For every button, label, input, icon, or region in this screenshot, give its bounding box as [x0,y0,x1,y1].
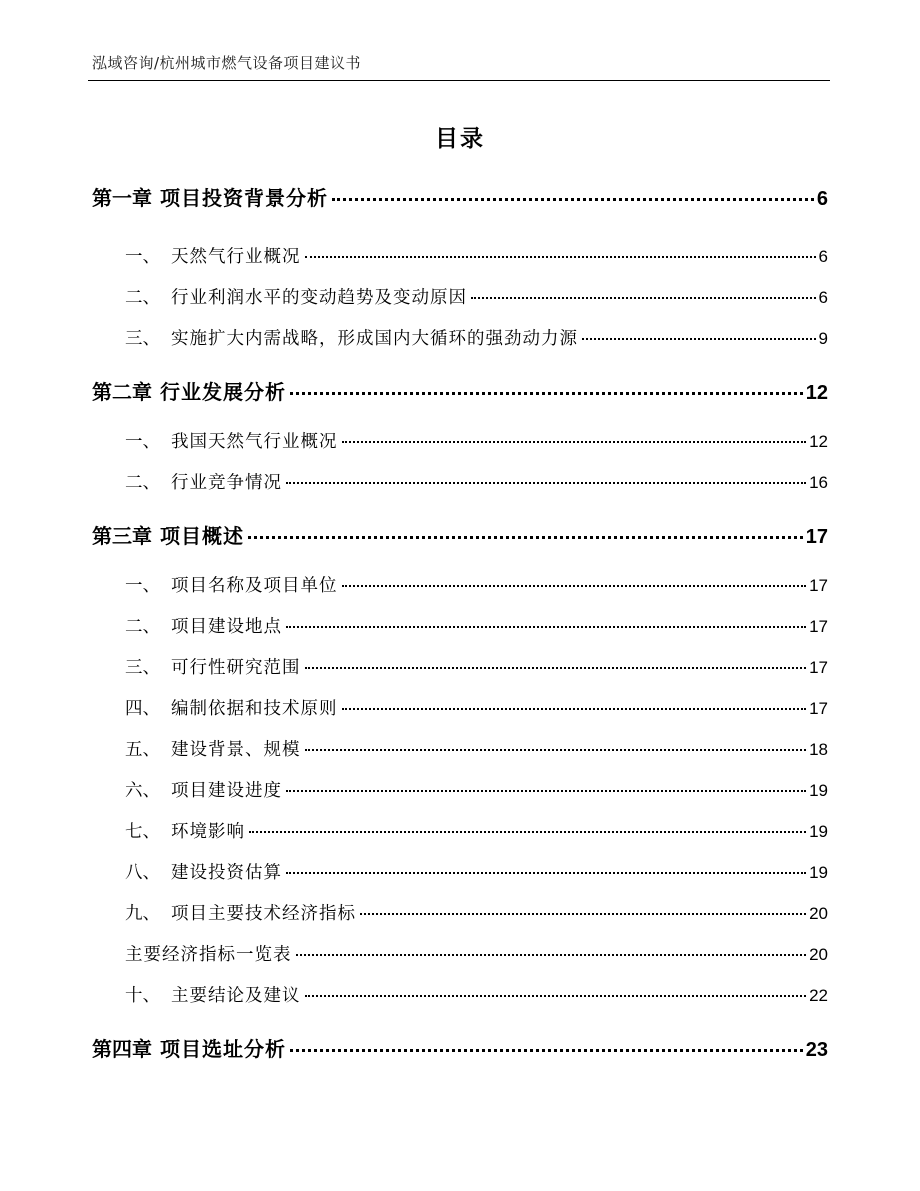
toc-page-number: 20 [809,945,828,964]
toc-dot-leader [471,297,816,299]
toc-section-entry[interactable] [125,941,828,966]
toc-entry-number: 二、 [125,617,160,637]
toc-entry-label: 行业竞争情况 [171,473,282,493]
toc-section-entry[interactable] [125,818,828,843]
toc-page-number: 22 [809,986,828,1005]
toc-page-number: 12 [805,382,828,404]
toc-page-number: 19 [809,781,828,800]
toc-section-entry[interactable] [125,736,828,761]
toc-dot-leader [305,667,807,669]
toc-entry-number: 四、 [125,699,160,719]
toc-entry-label: 建设投资估算 [171,863,282,883]
toc-entry-label: 天然气行业概况 [171,247,301,267]
toc-dot-leader [332,198,814,201]
header-rule [88,80,830,81]
toc-dot-leader [342,441,807,443]
toc-entry-label: 主要结论及建议 [171,986,301,1006]
toc-entry-number: 第四章 [92,1037,152,1061]
toc-section-entry[interactable] [125,325,828,350]
toc-entry-number: 一、 [125,432,160,452]
toc-entry-label: 项目建设地点 [171,617,282,637]
toc-page-number: 6 [816,188,828,210]
toc-page-number: 6 [818,247,828,266]
toc-entry-label: 项目投资背景分析 [160,186,328,210]
toc-entry-number: 十、 [125,986,160,1006]
toc-section-entry[interactable] [125,613,828,638]
toc-entry-number: 三、 [125,658,160,678]
toc-dot-leader [582,338,816,340]
toc-page-number: 17 [809,699,828,718]
toc-entry-label: 项目建设进度 [171,781,282,801]
toc-section-entry[interactable] [125,859,828,884]
toc-entry-number: 一、 [125,576,160,596]
toc-section-entry[interactable] [125,777,828,802]
toc-page-number: 17 [809,658,828,677]
toc-page-number: 20 [809,904,828,923]
toc-entry-label: 项目主要技术经济指标 [171,904,356,924]
toc-entry-label: 编制依据和技术原则 [171,699,338,719]
toc-title: 目录 [435,126,485,152]
toc-dot-leader [248,536,803,539]
toc-page-number: 19 [809,863,828,882]
toc-page-number: 18 [809,740,828,759]
toc-section-entry[interactable] [125,284,828,309]
toc-dot-leader [290,392,803,395]
toc-entry-number: 第一章 [92,186,152,210]
toc-dot-leader [305,256,816,258]
toc-section-entry[interactable] [125,654,828,679]
toc-page-number: 19 [809,822,828,841]
toc-entry-number: 一、 [125,247,160,267]
toc-entry-label: 主要经济指标一览表 [125,945,292,965]
toc-page-number: 17 [809,617,828,636]
toc-page-number: 16 [809,473,828,492]
toc-dot-leader [286,626,806,628]
toc-page-number: 6 [818,288,828,307]
toc-dot-leader [342,585,807,587]
toc-chapter-entry[interactable] [92,376,828,405]
toc-page-number: 23 [805,1039,828,1061]
toc-entry-label: 项目名称及项目单位 [171,576,338,596]
toc-entry-label: 可行性研究范围 [171,658,301,678]
toc-entry-number: 第二章 [92,380,152,404]
toc-entry-number: 第三章 [92,524,152,548]
toc-dot-leader [305,749,807,751]
toc-entry-number: 二、 [125,473,160,493]
toc-dot-leader [305,995,807,997]
toc-dot-leader [296,954,807,956]
toc-entry-label: 实施扩大内需战略，形成国内大循环的强劲动力源 [171,329,578,349]
toc-entry-label: 环境影响 [171,822,245,842]
toc-page-number: 17 [809,576,828,595]
toc-entry-label: 项目概述 [160,524,244,548]
toc-entry-label: 建设背景、规模 [171,740,301,760]
toc-dot-leader [286,790,806,792]
toc-section-entry[interactable] [125,428,828,453]
toc-dot-leader [286,872,806,874]
toc-dot-leader [290,1049,803,1052]
toc-chapter-entry[interactable] [92,520,828,549]
toc-entry-number: 八、 [125,863,160,883]
toc-section-entry[interactable] [125,695,828,720]
toc-entry-number: 九、 [125,904,160,924]
toc-entry-number: 三、 [125,329,160,349]
toc-entry-number: 二、 [125,288,160,308]
toc-chapter-entry[interactable] [92,1033,828,1062]
toc-dot-leader [342,708,807,710]
toc-section-entry[interactable] [125,900,828,925]
toc-page-number: 12 [809,432,828,451]
running-header: 泓域咨询/杭州城市燃气设备项目建议书 [92,54,362,72]
toc-entry-label: 行业发展分析 [160,380,286,404]
toc-section-entry[interactable] [125,982,828,1007]
toc-entry-label: 项目选址分析 [160,1037,286,1061]
toc-entry-number: 五、 [125,740,160,760]
toc-entry-number: 六、 [125,781,160,801]
toc-entry-number: 七、 [125,822,160,842]
toc-dot-leader [360,913,806,915]
toc-section-entry[interactable] [125,243,828,268]
toc-section-entry[interactable] [125,572,828,597]
toc-dot-leader [286,482,806,484]
toc-page-number: 9 [818,329,828,348]
toc-entry-label: 行业利润水平的变动趋势及变动原因 [171,288,467,308]
toc-dot-leader [249,831,806,833]
toc-entry-label: 我国天然气行业概况 [171,432,338,452]
toc-chapter-entry[interactable] [92,182,828,211]
toc-section-entry[interactable] [125,469,828,494]
toc-page-number: 17 [805,526,828,548]
